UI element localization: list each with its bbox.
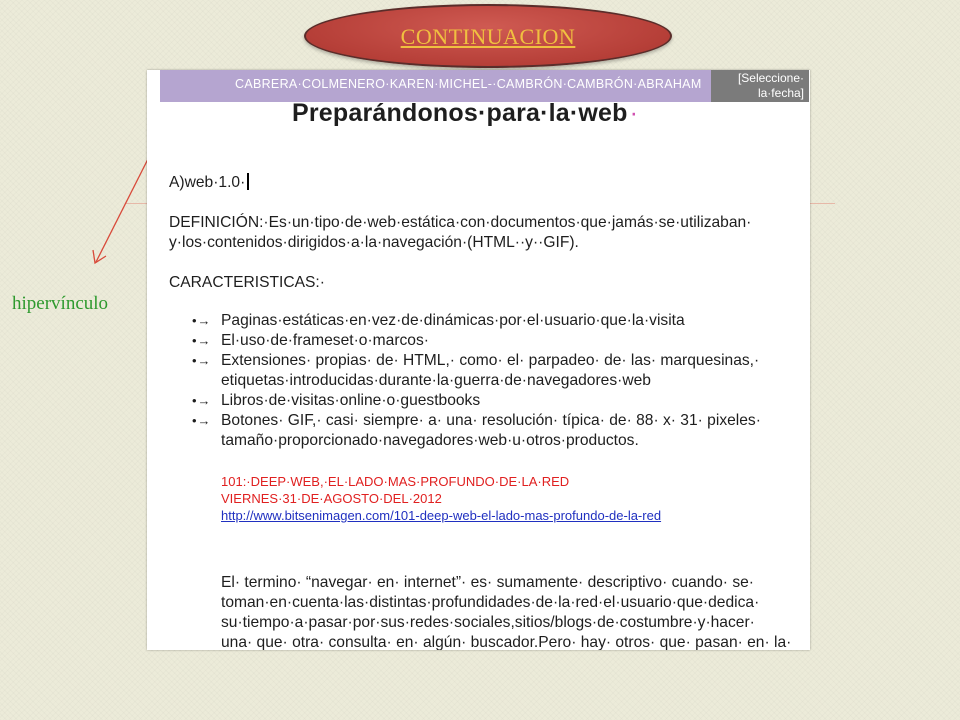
continuacion-button[interactable]	[304, 4, 672, 68]
characteristics-heading: CARACTERISTICAS:·	[169, 274, 325, 291]
list-item: •→ Libros·de·visitas·online·o·guestbooks	[192, 391, 761, 411]
list-item-text: •→ Botones· GIF,· casi· siempre· a· una· resolución· típica· de· 88· x· 31· pixeles·	[221, 412, 761, 429]
continuacion-button-label: CONTINUACION	[400, 24, 576, 49]
section-heading-text: A)web·1.0·	[169, 174, 246, 191]
definition-line-2: y·los·contenidos·dirigidos·a·la·navegación·(HTML··y··GIF).	[169, 234, 579, 251]
source-title: 101:·DEEP·WEB,·EL·LADO·MAS·PROFUNDO·DE·LA·RED	[221, 474, 570, 489]
text-cursor	[247, 173, 249, 190]
list-item: •→ Paginas·estáticas·en·vez·de·dinámicas·por·el·usuario·que·la·visita	[192, 311, 761, 331]
section-heading	[169, 173, 249, 193]
list-item: •→ El·uso·de·frameset·o·marcos·	[192, 331, 761, 351]
list-item-continuation: etiquetas·introducidas·durante·la·guerra·de·navegadores·web	[221, 372, 651, 389]
list-item-text: •→ Extensiones· propias· de· HTML,· como· el· parpadeo· de· las· marquesinas,·	[221, 352, 760, 369]
list-item	[192, 351, 761, 391]
characteristics-list	[192, 311, 761, 451]
paragraph-line: El· termino· “navegar· en· internet”· es· sumamente· descriptivo· cuando· se·	[221, 574, 754, 591]
paragraph-line: una· que· otra· consulta· en· algún· buscador.Pero· hay· otros· que· pasan· en· la·	[221, 634, 792, 650]
document-screenshot	[147, 70, 810, 650]
document-title	[292, 99, 638, 128]
formatting-mark: ·	[629, 99, 639, 127]
definition-line-1: DEFINICIÓN:·Es·un·tipo·de·web·estática·con·documentos·que·jamás·se·utilizaban·	[169, 214, 752, 231]
date-placeholder-line1: [Seleccione·	[737, 71, 804, 85]
source-hyperlink[interactable]: http://www.bitsenimagen.com/101-deep-web-el-lado-mas-profundo-de-la-red	[221, 508, 662, 523]
author-names: CABRERA·COLMENERO·KAREN·MICHEL-·CAMBRÓN·CAMBRÓN·ABRAHAM	[235, 77, 702, 91]
list-item-continuation: tamaño·proporcionado·navegadores·web·u·otros·productos.	[221, 432, 639, 449]
hipervinculo-label: hipervínculo	[12, 293, 109, 314]
body-paragraph	[221, 573, 791, 650]
list-item	[192, 411, 761, 451]
paragraph-line: su·tiempo·a·pasar·por·sus·redes·sociales,sitios/blogs·de·costumbre·y·hacer·	[221, 614, 755, 631]
document-header-band	[160, 70, 711, 102]
source-date: VIERNES·31·DE·AGOSTO·DEL·2012	[221, 491, 442, 506]
date-picker-placeholder[interactable]	[711, 70, 809, 102]
paragraph-line: toman·en·cuenta·las·distintas·profundidades·de·la·red·el·usuario·que·dedica·	[221, 594, 760, 611]
date-placeholder-line2: la·fecha]	[757, 86, 804, 100]
document-title-text: Preparándonos·para·la·web	[292, 99, 628, 127]
